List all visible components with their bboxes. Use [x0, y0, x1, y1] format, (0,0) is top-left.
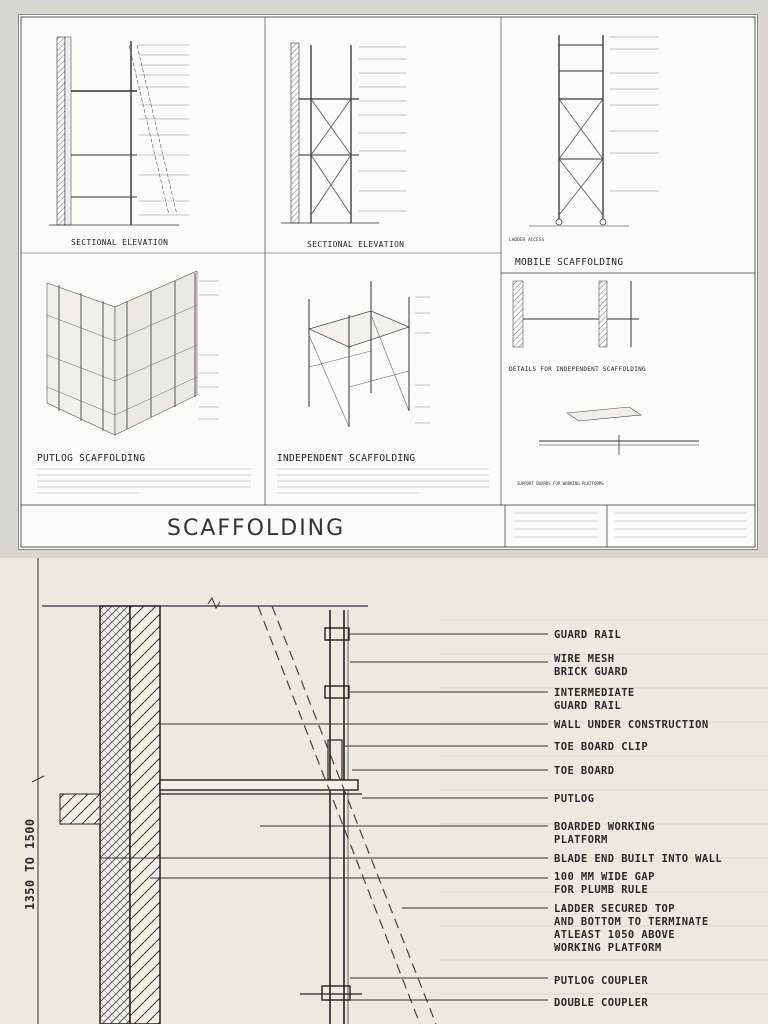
details-independent-caption: DETAILS FOR INDEPENDENT SCAFFOLDING: [509, 366, 646, 373]
sectional-elevation-mid-view: [281, 43, 407, 249]
label-ladder-secured: LADDER SECURED TOP AND BOTTOM TO TERMINATE ATLEAST 1050 ABOVE WORKING PLATFORM: [554, 903, 709, 954]
label-toe-board: TOE BOARD: [554, 765, 615, 777]
zoom-labels: [554, 629, 722, 1009]
independent-scaffolding-caption: INDEPENDENT SCAFFOLDING: [277, 453, 416, 464]
label-double-coupler: DOUBLE COUPLER: [554, 997, 649, 1009]
putlog-scaffolding-caption: PUTLOG SCAFFOLDING: [37, 453, 146, 464]
drawing-sheet: [18, 14, 758, 550]
brick-wall: [100, 606, 130, 1024]
mobile-scaffolding-view: [509, 35, 659, 268]
sectional-elevation-left-view: [49, 37, 189, 247]
height-dimension-label: 1350 TO 1500: [23, 818, 37, 910]
label-guard-rail: GUARD RAIL: [554, 629, 622, 641]
label-putlog: PUTLOG: [554, 793, 595, 805]
support-boards-caption: SUPPORT BOARDS FOR WORKING PLATFORMS: [517, 481, 604, 486]
label-wall-under-construction: WALL UNDER CONSTRUCTION: [554, 719, 709, 731]
intermediate-rail-fitting: [325, 686, 349, 698]
independent-scaffolding-view: [277, 281, 489, 493]
sectional-elevation-mid-caption: SECTIONAL ELEVATION: [307, 240, 405, 249]
blade-end-in-wall: [60, 794, 100, 824]
mobile-scaffolding-caption: MOBILE SCAFFOLDING: [515, 257, 624, 268]
label-blade-end: BLADE END BUILT INTO WALL: [554, 853, 723, 865]
label-wire-mesh-brick-guard: WIRE MESH BRICK GUARD: [554, 653, 628, 678]
ladder-rail-1: [258, 606, 420, 1024]
ladder-access-heading: LADDER ACCESS: [509, 238, 545, 243]
wall-under-construction: [130, 606, 160, 1024]
sectional-elevation-left-caption: SECTIONAL ELEVATION: [71, 238, 169, 247]
height-dimension-line: [32, 558, 44, 1024]
details-independent-scaffolding-view: [509, 281, 699, 486]
leader-lines: [100, 634, 548, 1000]
putlog-coupler: [322, 986, 350, 1000]
ladder-rail-2: [272, 606, 436, 1024]
zoomed-detail-photo: [0, 558, 768, 1024]
putlog-scaffolding-view: [37, 271, 251, 493]
guard-rail-fitting: [325, 628, 349, 640]
label-plumb-rule-gap: 100 MM WIDE GAP FOR PLUMB RULE: [554, 871, 655, 896]
label-toe-board-clip: TOE BOARD CLIP: [554, 741, 649, 753]
title-block-lines: [513, 513, 747, 537]
label-intermediate-guard-rail: INTERMEDIATE GUARD RAIL: [554, 687, 635, 712]
label-boarded-working-platform: BOARDED WORKING PLATFORM: [554, 821, 655, 846]
sheet-main-title: SCAFFOLDING: [167, 516, 346, 541]
label-putlog-coupler: PUTLOG COUPLER: [554, 975, 649, 987]
